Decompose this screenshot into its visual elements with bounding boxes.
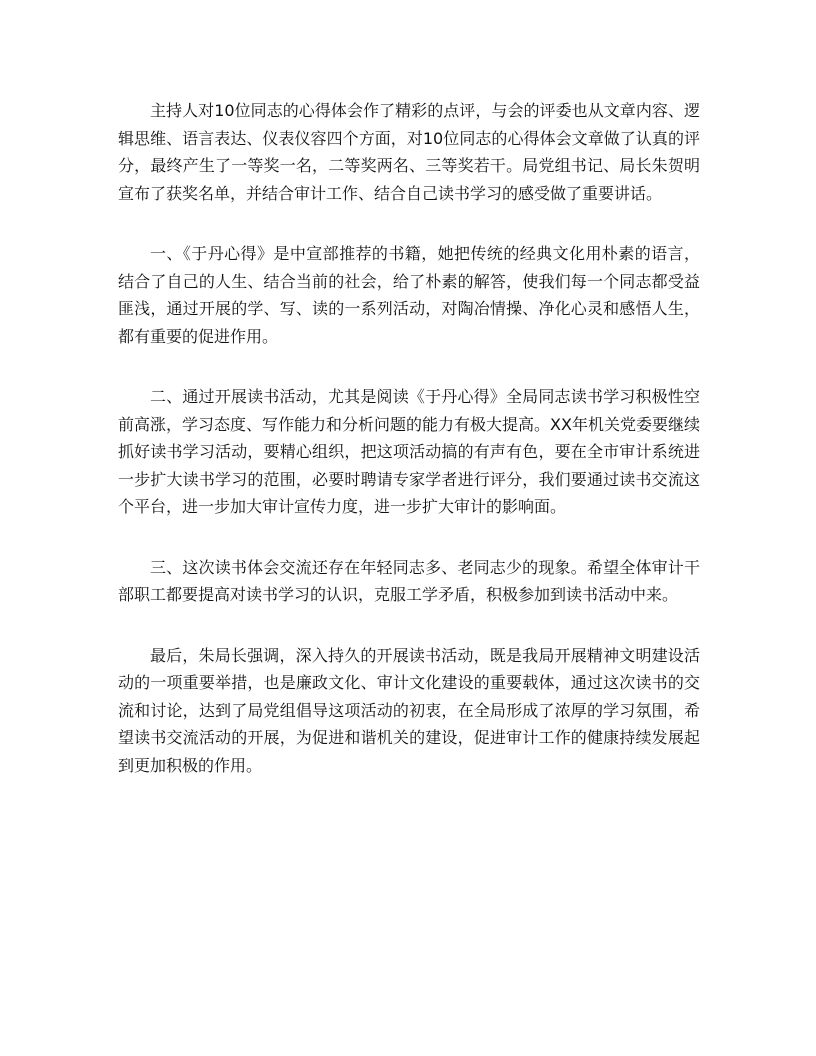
paragraph-point-three: 三、这次读书体会交流还存在年轻同志多、老同志少的现象。希望全体审计干部职工都要提高对读书学习的认识，克服工学矛盾，积极参加到读书活动中来。 xyxy=(118,557,700,604)
paragraph-point-two: 二、通过开展读书活动，尤其是阅读《于丹心得》全局同志读书学习积极性空前高涨，学习态度、写作能力和分析问题的能力有极大提高。XX年机关党委要继续抓好读书学习活动，要精心组织，把这项活动搞的有声有色，要在全市审计系统进一步扩大读书学习的范围，必要时聘请专家学者进行评分，我们要通过读书交流这个平台，进一步加大审计宣传力度，进一步扩大审计的影响面。 xyxy=(118,387,700,516)
document-body xyxy=(118,97,700,812)
paragraph-point-one: 一、《于丹心得》是中宣部推荐的书籍，她把传统的经典文化用朴素的语言，结合了自己的人生、结合当前的社会，给了朴素的解答，使我们每一个同志都受益匪浅，通过开展的学、写、读的一系列活动，对陶冶情操、净化心灵和感悟人生，都有重要的促进作用。 xyxy=(118,244,700,346)
paragraph-conclusion: 最后，朱局长强调，深入持久的开展读书活动，既是我局开展精神文明建设活动的一项重要举措，也是廉政文化、审计文化建设的重要载体，通过这次读书的交流和讨论，达到了局党组倡导这项活动的初衷，在全局形成了浓厚的学习氛围，希望读书交流活动的开展，为促进和谐机关的建设，促进审计工作的健康持续发展起到更加积极的作用。 xyxy=(118,645,700,775)
paragraph-summary: 主持人对10位同志的心得体会作了精彩的点评，与会的评委也从文章内容、逻辑思维、语言表达、仪表仪容四个方面，对10位同志的心得体会文章做了认真的评分，最终产生了一等奖一名，二等奖两名、三等奖若干。局党组书记、局长朱贺明宣布了获奖名单，并结合审计工作、结合自己读书学习的感受做了重要讲话。 xyxy=(118,101,700,203)
